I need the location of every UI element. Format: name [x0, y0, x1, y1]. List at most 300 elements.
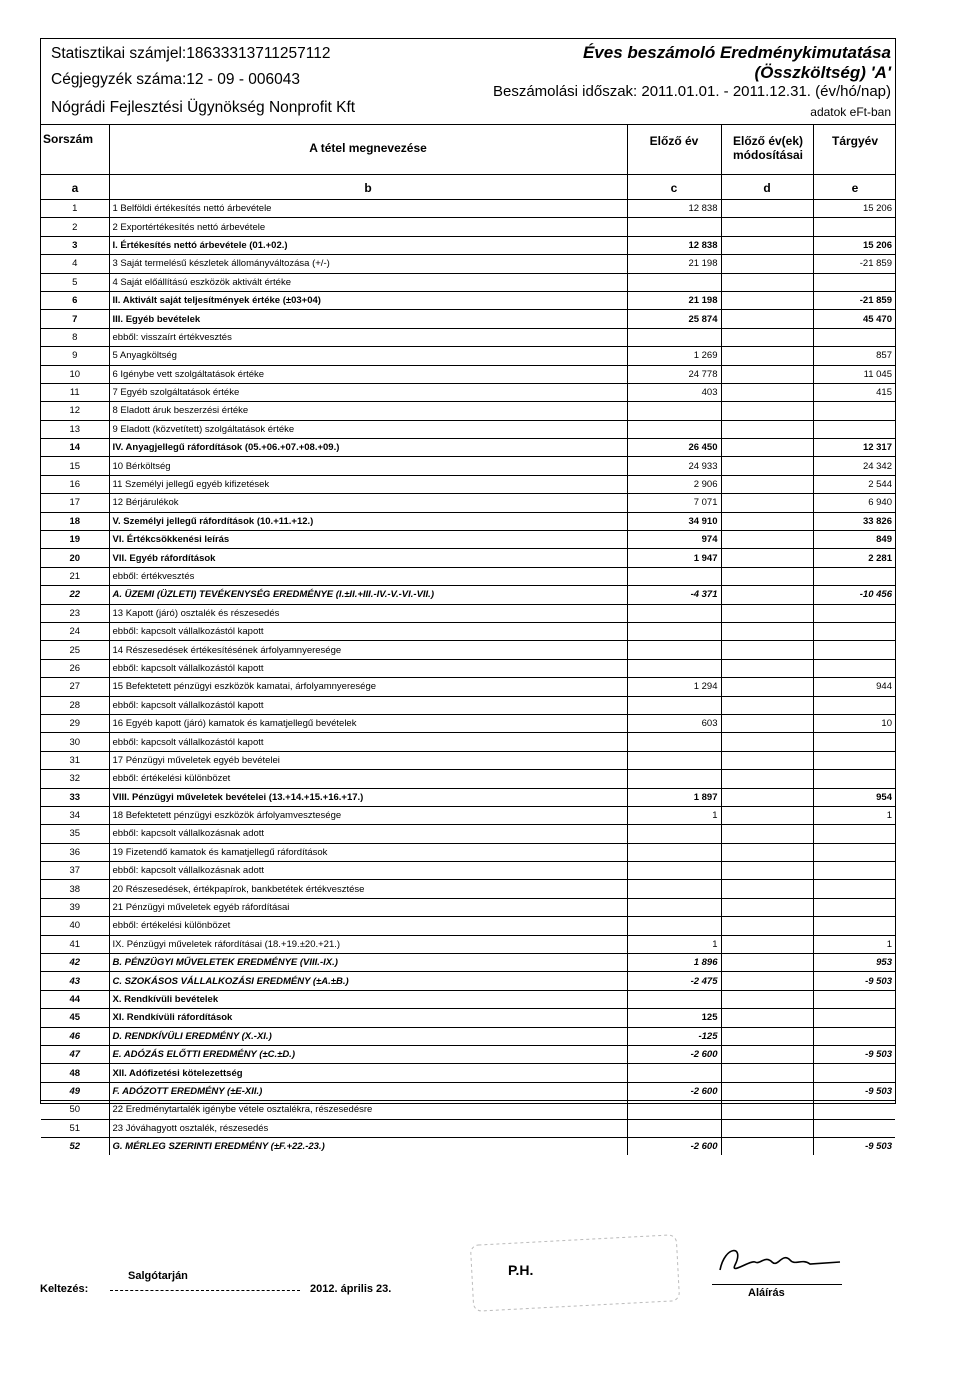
row-number: 49: [41, 1082, 109, 1100]
table-row: [41, 218, 895, 236]
row-label: ebből: kapcsolt vállalkozásnak adott: [109, 862, 627, 880]
prev-mod-value: [721, 291, 813, 309]
company-name: Nógrádi Fejlesztési Ügynökség Nonprofit Kft: [51, 99, 356, 116]
row-label: VIII. Pénzügyi műveletek bevételei (13.+14.+15.+16.+17.): [109, 788, 627, 806]
table-row: [41, 1137, 895, 1155]
row-number: 8: [41, 328, 109, 346]
row-number: 47: [41, 1045, 109, 1063]
row-number: 13: [41, 420, 109, 438]
prev-mod-value: [721, 310, 813, 328]
row-label: 4 Saját előállítású eszközök aktivált értéke: [109, 273, 627, 291]
current-year-value: [813, 696, 895, 714]
row-label: ebből: kapcsolt vállalkozástól kapott: [109, 733, 627, 751]
row-number: 29: [41, 714, 109, 732]
prev-mod-value: [721, 806, 813, 824]
current-year-value: 954: [813, 788, 895, 806]
date: 2012. április 23.: [310, 1283, 392, 1295]
current-year-value: 857: [813, 347, 895, 365]
prev-year-value: -2 600: [627, 1045, 721, 1063]
current-year-value: 15 206: [813, 236, 895, 254]
current-year-value: [813, 1119, 895, 1137]
row-label: D. RENDKÍVÜLI EREDMÉNY (X.-XI.): [109, 1027, 627, 1045]
row-label: 19 Fizetendő kamatok és kamatjellegű ráfordítások: [109, 843, 627, 861]
prev-mod-value: [721, 347, 813, 365]
prev-year-value: [627, 770, 721, 788]
prev-mod-value: [721, 696, 813, 714]
row-label: 2 Exportértékesítés nettó árbevétele: [109, 218, 627, 236]
row-number: 18: [41, 512, 109, 530]
row-label: ebből: értékvesztés: [109, 567, 627, 585]
prev-mod-value: [721, 218, 813, 236]
prev-year-value: 1 897: [627, 788, 721, 806]
table-row: [41, 310, 895, 328]
row-number: 5: [41, 273, 109, 291]
prev-mod-value: [721, 898, 813, 916]
prev-year-value: -2 600: [627, 1082, 721, 1100]
prev-year-value: [627, 328, 721, 346]
prev-year-value: -4 371: [627, 586, 721, 604]
row-label: ebből: kapcsolt vállalkozástól kapott: [109, 622, 627, 640]
col-sorszam: Sorszám: [43, 132, 94, 146]
table-row: [41, 806, 895, 824]
prev-year-value: [627, 1064, 721, 1082]
row-label: V. Személyi jellegű ráfordítások (10.+11.+12.): [109, 512, 627, 530]
current-year-value: 15 206: [813, 200, 895, 218]
prev-mod-value: [721, 825, 813, 843]
prev-year-value: [627, 1101, 721, 1119]
table-row: [41, 751, 895, 769]
row-label: 3 Saját termelésű készletek állományváltozása (+/-): [109, 255, 627, 273]
row-label: XII. Adófizetési kötelezettség: [109, 1064, 627, 1082]
row-label: ebből: visszaírt értékvesztés: [109, 328, 627, 346]
prev-mod-value: [721, 1027, 813, 1045]
prev-year-value: 21 198: [627, 255, 721, 273]
row-number: 27: [41, 678, 109, 696]
prev-year-value: 1: [627, 806, 721, 824]
table-row: [41, 439, 895, 457]
current-year-value: 415: [813, 383, 895, 401]
current-year-value: 849: [813, 531, 895, 549]
row-label: ebből: értékelési különbözet: [109, 770, 627, 788]
row-number: 6: [41, 291, 109, 309]
prev-year-value: 2 906: [627, 475, 721, 493]
prev-year-value: [627, 218, 721, 236]
signature-label: Aláírás: [748, 1287, 785, 1299]
row-label: 11 Személyi jellegű egyéb kifizetések: [109, 475, 627, 493]
current-year-value: [813, 751, 895, 769]
prev-year-value: 12 838: [627, 236, 721, 254]
row-label: X. Rendkívüli bevételek: [109, 990, 627, 1008]
colhead-divider: [41, 174, 895, 175]
current-year-value: [813, 1027, 895, 1045]
row-label: 9 Eladott (közvetített) szolgáltatások értéke: [109, 420, 627, 438]
prev-year-value: 7 071: [627, 494, 721, 512]
current-year-value: [813, 990, 895, 1008]
prev-mod-value: [721, 512, 813, 530]
current-year-value: -10 456: [813, 586, 895, 604]
row-label: F. ADÓZOTT EREDMÉNY (±E-XII.): [109, 1082, 627, 1100]
prev-year-value: [627, 880, 721, 898]
row-label: 22 Eredménytartalék igénybe vétele osztalékra, részesedésre: [109, 1101, 627, 1119]
current-year-value: [813, 659, 895, 677]
prev-mod-value: [721, 439, 813, 457]
row-number: 44: [41, 990, 109, 1008]
row-number: 34: [41, 806, 109, 824]
prev-mod-value: [721, 972, 813, 990]
current-year-value: [813, 843, 895, 861]
prev-year-value: 1 269: [627, 347, 721, 365]
current-year-value: [813, 1064, 895, 1082]
prev-year-value: 24 778: [627, 365, 721, 383]
table-row: [41, 383, 895, 401]
row-number: 15: [41, 457, 109, 475]
row-label: ebből: kapcsolt vállalkozásnak adott: [109, 825, 627, 843]
current-year-value: 11 045: [813, 365, 895, 383]
current-year-value: [813, 402, 895, 420]
prev-mod-value: [721, 1101, 813, 1119]
prev-mod-value: [721, 328, 813, 346]
row-number: 35: [41, 825, 109, 843]
row-label: 8 Eladott áruk beszerzési értéke: [109, 402, 627, 420]
prev-year-value: 21 198: [627, 291, 721, 309]
prev-mod-value: [721, 935, 813, 953]
prev-mod-value: [721, 1009, 813, 1027]
row-number: 33: [41, 788, 109, 806]
prev-year-value: 34 910: [627, 512, 721, 530]
row-label: A. ÜZEMI (ÜZLETI) TEVÉKENYSÉG EREDMÉNYE (I.±II.+III.-IV.-V.-VI.-VII.): [109, 586, 627, 604]
row-label: 16 Egyéb kapott (járó) kamatok és kamatjellegű bevételek: [109, 714, 627, 732]
row-label: 15 Befektetett pénzügyi eszközök kamatai, árfolyamnyeresége: [109, 678, 627, 696]
table-row: [41, 714, 895, 732]
row-label: ebből: kapcsolt vállalkozástól kapott: [109, 696, 627, 714]
stat-code: Statisztikai számjel:18633313711257112: [51, 45, 331, 62]
col-letter-a: a: [71, 181, 79, 195]
prev-year-value: 24 933: [627, 457, 721, 475]
prev-year-value: 26 450: [627, 439, 721, 457]
current-year-value: [813, 862, 895, 880]
table-row: [41, 1027, 895, 1045]
table-row: [41, 788, 895, 806]
current-year-value: [813, 622, 895, 640]
current-year-value: [813, 1101, 895, 1119]
prev-mod-value: [721, 383, 813, 401]
report-subtitle: (Összköltség) 'A': [754, 63, 891, 82]
current-year-value: 2 544: [813, 475, 895, 493]
row-number: 39: [41, 898, 109, 916]
current-year-value: 953: [813, 954, 895, 972]
prev-year-value: [627, 696, 721, 714]
table-row: [41, 328, 895, 346]
row-label: 18 Befektetett pénzügyi eszközök árfolyamvesztesége: [109, 806, 627, 824]
row-number: 1: [41, 200, 109, 218]
current-year-value: 2 281: [813, 549, 895, 567]
prev-year-value: -2 475: [627, 972, 721, 990]
current-year-value: 12 317: [813, 439, 895, 457]
col-name: A tétel megnevezése: [309, 141, 427, 155]
table-row: [41, 843, 895, 861]
table-row: [41, 457, 895, 475]
table-row: [41, 531, 895, 549]
row-number: 24: [41, 622, 109, 640]
current-year-value: -9 503: [813, 972, 895, 990]
prev-mod-value: [721, 567, 813, 585]
row-number: 11: [41, 383, 109, 401]
prev-mod-value: [721, 604, 813, 622]
row-label: ebből: kapcsolt vállalkozástól kapott: [109, 659, 627, 677]
current-year-value: [813, 898, 895, 916]
prev-year-value: [627, 1119, 721, 1137]
row-number: 20: [41, 549, 109, 567]
row-label: IX. Pénzügyi műveletek ráfordításai (18.+19.±20.+21.): [109, 935, 627, 953]
table-row: [41, 935, 895, 953]
prev-mod-value: [721, 586, 813, 604]
row-label: 17 Pénzügyi műveletek egyéb bevételei: [109, 751, 627, 769]
row-number: 23: [41, 604, 109, 622]
prev-mod-value: [721, 402, 813, 420]
prev-year-value: 603: [627, 714, 721, 732]
table-row: [41, 604, 895, 622]
prev-mod-value: [721, 236, 813, 254]
prev-mod-value: [721, 622, 813, 640]
row-number: 32: [41, 770, 109, 788]
prev-year-value: -125: [627, 1027, 721, 1045]
ph-mark: P.H.: [508, 1262, 534, 1278]
company-stamp: [468, 1233, 681, 1314]
prev-mod-value: [721, 1137, 813, 1155]
row-number: 41: [41, 935, 109, 953]
row-label: E. ADÓZÁS ELŐTTI EREDMÉNY (±C.±D.): [109, 1045, 627, 1063]
row-number: 19: [41, 531, 109, 549]
table-row: [41, 622, 895, 640]
report-sheet: [40, 38, 896, 1153]
current-year-value: [813, 880, 895, 898]
current-year-value: 1: [813, 806, 895, 824]
current-year-value: -21 859: [813, 255, 895, 273]
table-row: [41, 1082, 895, 1100]
table-row: [41, 641, 895, 659]
prev-mod-value: [721, 714, 813, 732]
table-row: [41, 898, 895, 916]
current-year-value: [813, 420, 895, 438]
table-row: [41, 1101, 895, 1119]
row-label: 7 Egyéb szolgáltatások értéke: [109, 383, 627, 401]
col-letter-b: b: [364, 181, 372, 195]
table-row: [41, 494, 895, 512]
row-label: 12 Bérjárulékok: [109, 494, 627, 512]
row-number: 7: [41, 310, 109, 328]
row-number: 51: [41, 1119, 109, 1137]
prev-mod-value: [721, 659, 813, 677]
row-number: 22: [41, 586, 109, 604]
prev-mod-value: [721, 917, 813, 935]
col-current: Tárgyév: [831, 134, 879, 148]
prev-year-value: [627, 733, 721, 751]
table-row: [41, 347, 895, 365]
prev-mod-value: [721, 770, 813, 788]
prev-mod-value: [721, 255, 813, 273]
current-year-value: [813, 328, 895, 346]
table-row: [41, 200, 895, 218]
current-year-value: 33 826: [813, 512, 895, 530]
row-number: 16: [41, 475, 109, 493]
row-number: 26: [41, 659, 109, 677]
prev-year-value: [627, 751, 721, 769]
current-year-value: [813, 825, 895, 843]
table-row: [41, 1119, 895, 1137]
table-row: [41, 862, 895, 880]
prev-year-value: [627, 898, 721, 916]
prev-mod-value: [721, 843, 813, 861]
header-divider: [41, 124, 895, 125]
prev-mod-value: [721, 494, 813, 512]
row-label: 14 Részesedések értékesítésének árfolyamnyeresége: [109, 641, 627, 659]
current-year-value: -21 859: [813, 291, 895, 309]
row-number: 14: [41, 439, 109, 457]
row-label: XI. Rendkívüli ráfordítások: [109, 1009, 627, 1027]
current-year-value: -9 503: [813, 1082, 895, 1100]
row-label: 20 Részesedések, értékpapírok, bankbetétek értékvesztése: [109, 880, 627, 898]
prev-mod-value: [721, 954, 813, 972]
table-row: [41, 659, 895, 677]
current-year-value: [813, 770, 895, 788]
table-row: [41, 236, 895, 254]
table-row: [41, 402, 895, 420]
row-label: 1 Belföldi értékesítés nettó árbevétele: [109, 200, 627, 218]
signature-line: [712, 1284, 842, 1285]
table-row: [41, 586, 895, 604]
prev-year-value: 403: [627, 383, 721, 401]
current-year-value: [813, 641, 895, 659]
prev-year-value: 1 947: [627, 549, 721, 567]
prev-year-value: [627, 825, 721, 843]
prev-year-value: [627, 990, 721, 1008]
row-number: 43: [41, 972, 109, 990]
table-row: [41, 678, 895, 696]
current-year-value: [813, 733, 895, 751]
registry-number: Cégjegyzék száma:12 - 09 - 006043: [51, 71, 301, 88]
table-row: [41, 954, 895, 972]
place-dotted-line: [110, 1290, 300, 1291]
row-number: 10: [41, 365, 109, 383]
report-title: Éves beszámoló Eredménykimutatása: [582, 43, 891, 62]
row-number: 9: [41, 347, 109, 365]
prev-year-value: [627, 622, 721, 640]
prev-year-value: 12 838: [627, 200, 721, 218]
row-number: 38: [41, 880, 109, 898]
row-label: 6 Igénybe vett szolgáltatások értéke: [109, 365, 627, 383]
row-number: 4: [41, 255, 109, 273]
current-year-value: [813, 1009, 895, 1027]
col-letter-c: c: [670, 181, 678, 195]
prev-year-value: [627, 567, 721, 585]
place: Salgótarján: [128, 1270, 188, 1282]
row-label: ebből: értékelési különbözet: [109, 917, 627, 935]
col-prev: Előző év: [649, 134, 699, 148]
row-label: III. Egyéb bevételek: [109, 310, 627, 328]
current-year-value: 24 342: [813, 457, 895, 475]
table-row: [41, 475, 895, 493]
prev-mod-value: [721, 420, 813, 438]
row-label: IV. Anyagjellegű ráfordítások (05.+06.+07.+08.+09.): [109, 439, 627, 457]
prev-mod-value: [721, 862, 813, 880]
row-label: 5 Anyagköltség: [109, 347, 627, 365]
table-row: [41, 733, 895, 751]
prev-year-value: [627, 420, 721, 438]
row-label: VII. Egyéb ráfordítások: [109, 549, 627, 567]
row-number: 36: [41, 843, 109, 861]
current-year-value: 1: [813, 935, 895, 953]
prev-year-value: [627, 402, 721, 420]
prev-year-value: 1 896: [627, 954, 721, 972]
table-row: [41, 512, 895, 530]
prev-year-value: 125: [627, 1009, 721, 1027]
current-year-value: -9 503: [813, 1045, 895, 1063]
prev-mod-value: [721, 475, 813, 493]
prev-mod-value: [721, 1082, 813, 1100]
units: adatok eFt-ban: [810, 105, 891, 119]
row-number: 50: [41, 1101, 109, 1119]
col-letter-e: e: [851, 181, 859, 195]
prev-mod-value: [721, 641, 813, 659]
current-year-value: [813, 273, 895, 291]
table-row: [41, 1009, 895, 1027]
table-row: [41, 990, 895, 1008]
current-year-value: 944: [813, 678, 895, 696]
prev-year-value: [627, 604, 721, 622]
col-prev-mod: Előző év(ek) módosításai: [732, 134, 804, 162]
table-row: [41, 273, 895, 291]
row-label: 21 Pénzügyi műveletek egyéb ráfordításai: [109, 898, 627, 916]
prev-mod-value: [721, 365, 813, 383]
row-number: 2: [41, 218, 109, 236]
row-number: 12: [41, 402, 109, 420]
table-row: [41, 696, 895, 714]
prev-mod-value: [721, 733, 813, 751]
prev-mod-value: [721, 549, 813, 567]
period: Beszámolási időszak: 2011.01.01. - 2011.12.31. (év/hó/nap): [492, 83, 891, 100]
row-label: 10 Bérköltség: [109, 457, 627, 475]
row-label: G. MÉRLEG SZERINTI EREDMÉNY (±F.+22.-23.): [109, 1137, 627, 1155]
table-row: [41, 567, 895, 585]
prev-mod-value: [721, 678, 813, 696]
row-number: 40: [41, 917, 109, 935]
prev-mod-value: [721, 788, 813, 806]
row-number: 31: [41, 751, 109, 769]
prev-year-value: [627, 641, 721, 659]
table-row: [41, 972, 895, 990]
prev-year-value: 1: [627, 935, 721, 953]
prev-year-value: 1 294: [627, 678, 721, 696]
row-number: 25: [41, 641, 109, 659]
row-number: 30: [41, 733, 109, 751]
current-year-value: 10: [813, 714, 895, 732]
row-label: 13 Kapott (járó) osztalék és részesedés: [109, 604, 627, 622]
prev-year-value: [627, 659, 721, 677]
current-year-value: [813, 604, 895, 622]
table-row: [41, 770, 895, 788]
row-label: VI. Értékcsökkenési leírás: [109, 531, 627, 549]
current-year-value: 6 940: [813, 494, 895, 512]
row-number: 28: [41, 696, 109, 714]
table-row: [41, 365, 895, 383]
row-label: 23 Jóváhagyott osztalék, részesedés: [109, 1119, 627, 1137]
row-number: 3: [41, 236, 109, 254]
prev-mod-value: [721, 990, 813, 1008]
prev-year-value: [627, 862, 721, 880]
prev-mod-value: [721, 200, 813, 218]
row-number: 17: [41, 494, 109, 512]
row-number: 48: [41, 1064, 109, 1082]
